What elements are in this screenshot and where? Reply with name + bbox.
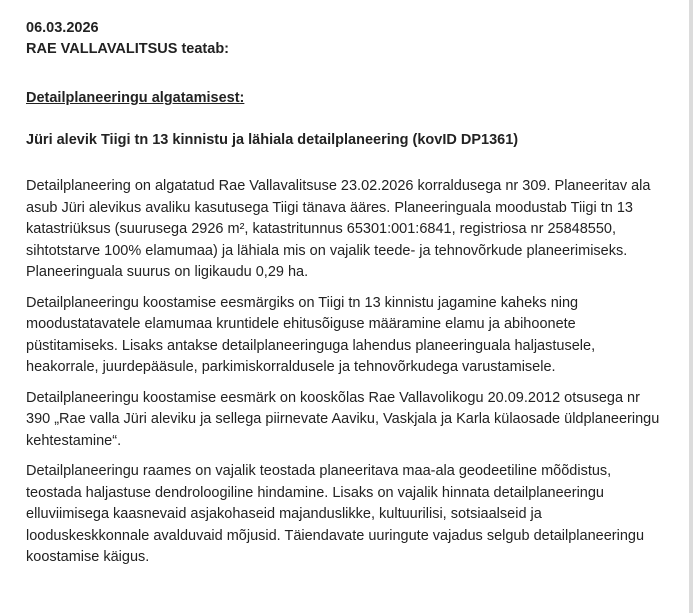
body-paragraph: Detailplaneering on algatatud Rae Vallavalitsuse 23.02.2026 korraldusega nr 309. Planeeritav ala asub Jüri alevikus avaliku kasutusega Tiigi tänava ääres. Planeeringuala moodustab Tiigi tn 13 katastriüksus (suurusega 2926 m², katastritunnus 65301:001:6841, registriosa nr 25848550, sihtotstarve 100% elamumaa) ja lähiala mis on vajalik teede- ja tehnovõrkude planeerimiseks. Planeeringuala suurus on ligikaudu 0,29 ha. xyxy=(26,178,651,280)
announcement xyxy=(26,18,666,565)
body-paragraph: Detailplaneeringu koostamise eesmärgiks on Tiigi tn 13 kinnistu jagamine kaheks ning moodustatavatele elamumaa kruntidele ehitusõiguse määramine elamu ja abihoonete püstitamiseks. Lisaks antakse detailplaneeringuga lahendus planeeringuala haljastusele, heakorrale, juurdepääsule, parkimiskorraldusele ja tehnovõrkudega varustamisele. xyxy=(26,294,596,375)
plan-title: Jüri alevik Tiigi tn 13 kinnistu ja lähiala detailplaneering (kovID DP1361) xyxy=(26,132,519,148)
body-paragraph: Detailplaneeringu koostamise eesmärk on kooskõlas Rae Vallavolikogu 20.09.2012 otsusega nr 390 „Rae valla Jüri aleviku ja sellega piirnevate Aaviku, Vaskjala ja Karla külaosade üldplaneeringu kehtestamine“. xyxy=(26,389,660,449)
announcement-date: 06.03.2026 xyxy=(26,20,99,36)
body-paragraph: Detailplaneeringu raames on vajalik teostada planeeritava maa-ala geodeetiline mõõdistus, teostada haljastuse dendroloogiline hindamine. Lisaks on vajalik hinnata detailplaneeringu elluviimisega kaasnevaid asjakohaseid majanduslikke, kultuurilisi, sotsiaalseid ja looduskeskkonnale avalduvaid mõjusid. Täiendavate uuringute vajadus selgub detailplaneeringu koostamise käigus. xyxy=(26,463,645,565)
section-title: Detailplaneeringu algatamisest: xyxy=(26,90,245,106)
announcement-author: RAE VALLAVALITSUS teatab: xyxy=(26,41,230,57)
page-edge-divider xyxy=(689,0,693,613)
announcement-body xyxy=(26,176,666,578)
